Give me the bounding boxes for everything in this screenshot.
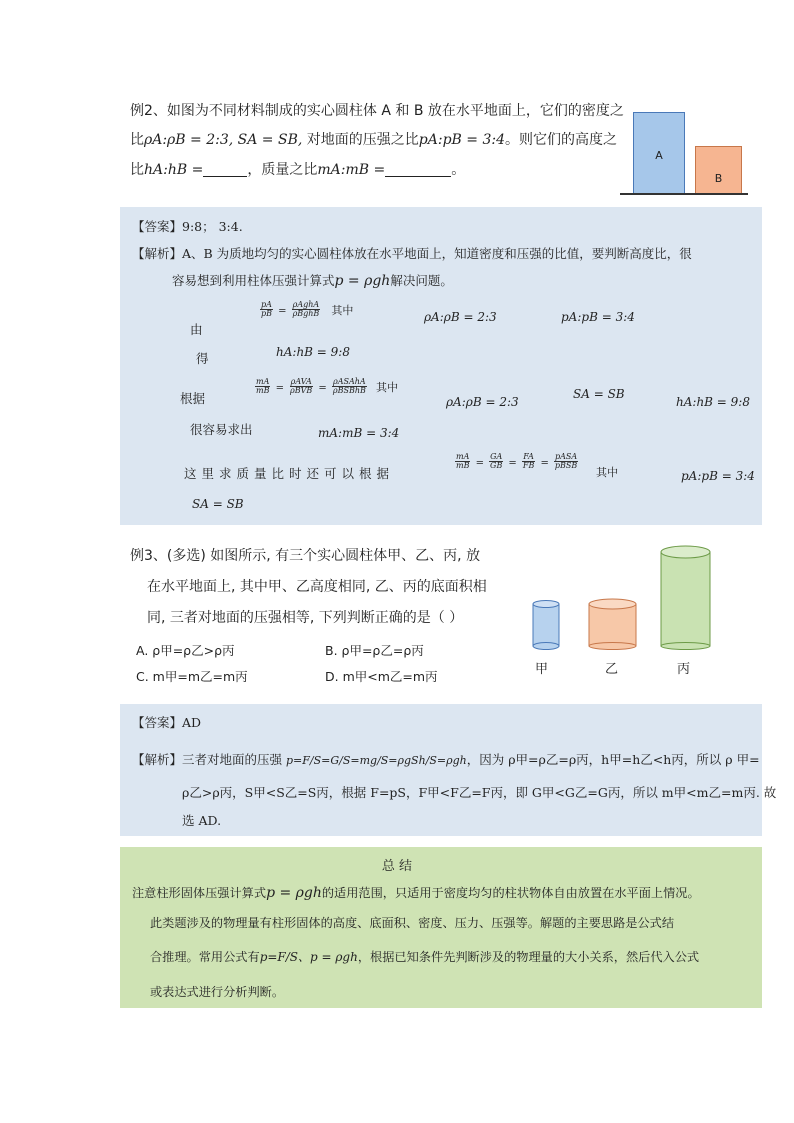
summary-formula-3: 、p = ρgh	[298, 950, 358, 964]
ex2-line3-b: ，质量之比	[247, 162, 318, 178]
eq3-c-den: FB	[522, 461, 535, 470]
eq2-m-result: mA:mB = 3:4	[318, 426, 400, 440]
eq3-d-den: pBSB	[554, 461, 578, 470]
ans1-analysis-1: 【解析】A、B 为质地均匀的实心圆柱体放在水平地面上，知道密度和压强的比值，要判断高度比，很	[132, 246, 692, 261]
eq2-rhs-den: ρBSBhB	[332, 386, 366, 395]
eq1-h-result: hA:hB = 9:8	[276, 345, 350, 359]
eq3-p-ratio: pA:pB = 3:4	[681, 469, 755, 483]
ans1-de: 得	[196, 351, 209, 366]
ans2-line1-pre: 【解析】三者对地面的压强	[132, 752, 283, 767]
ex2-line2	[130, 133, 617, 147]
eq2-qizhong: 其中	[375, 381, 398, 394]
eq2-h-ratio: hA:hB = 9:8	[676, 395, 750, 409]
summary-title: 总 结	[381, 859, 413, 874]
ans1-easy: 很容易求出	[190, 422, 253, 437]
ex2-rho-ratio: ρA:ρB = 2:3,	[144, 132, 234, 148]
ex2-line1: 例2、如图为不同材料制成的实心圆柱体 A 和 B 放在水平地面上，它们的密度之	[130, 103, 624, 119]
ex2-line3-a: 比	[130, 162, 144, 178]
option-a[interactable]: A. ρ甲=ρ乙>ρ丙	[136, 643, 235, 658]
ans1-you: 由	[190, 322, 203, 337]
ans2-answer: 【答案】AD	[132, 715, 202, 730]
cylinder-a-figure	[633, 112, 685, 194]
eq3-a-num: mA	[456, 451, 470, 461]
label-yi: 乙	[605, 662, 619, 677]
summary-line3-a: 合推理。常用公式有	[150, 950, 260, 964]
ans1-pressure-formula: p = ρgh	[334, 273, 391, 289]
m-ratio-blank[interactable]	[385, 176, 451, 177]
eq2-lhs-num: mA	[256, 376, 270, 386]
eq2-mid-num: ρAVA	[290, 376, 312, 386]
ex3-line2: 在水平地面上, 其中甲、乙高度相同, 乙、丙的底面积相	[147, 579, 487, 595]
ans2-line1	[132, 750, 760, 768]
ground-line	[620, 193, 748, 195]
eq1-fraction: $\frac{pA}{pB}$ = $\frac{\text{ρAghA}}{\text{ρBghB}}$ 其中	[261, 299, 354, 318]
cylinder-jia	[533, 601, 559, 650]
summary-line1	[132, 884, 700, 901]
ans2-line3: 选 AD.	[182, 813, 222, 828]
eq3-fraction: $\frac{mA}{mB}$ = $\frac{GA}{GB}$ = $\frac{FA}{FB}$ = $\frac{\text{pASA}}{\text{pBSB}}$	[456, 451, 578, 470]
ans1-answer: 【答案】9:8； 3:4.	[132, 219, 243, 234]
ex2-line3	[130, 163, 465, 177]
eq3-a-den: mB	[456, 461, 470, 470]
eq1-qizhong: 其中	[331, 304, 354, 317]
eq2-fraction: $\frac{mA}{mB}$ = $\frac{\text{ρAVA}}{\text{ρBVB}}$ = $\frac{\text{ρASAhA}}{\text{ρBSBhB}}$ 其中	[256, 376, 398, 395]
eq2-rho-ratio: ρA:ρB = 2:3	[446, 395, 519, 409]
ans1-analysis-2	[172, 271, 453, 289]
cylinders-figure	[525, 540, 725, 650]
summary-formula-2: p=F/S	[259, 950, 299, 964]
ex2-p-ratio: pA:pB = 3:4	[418, 132, 505, 148]
summary-line3-b: ，根据已知条件先判断涉及的物理量的大小关系，然后代入公式	[357, 950, 700, 964]
option-b[interactable]: B. ρ甲=ρ乙=ρ丙	[325, 643, 424, 658]
option-d[interactable]: D. m甲<m乙=m丙	[325, 669, 438, 684]
eq1-rhs-num: ρAghA	[292, 299, 320, 309]
eq3-qizhong: 其中	[596, 466, 618, 479]
option-c[interactable]: C. m甲=m乙=m丙	[136, 669, 248, 684]
eq2-rhs-num: ρASAhA	[333, 376, 366, 386]
ans1-analysis-2a: 容易想到利用柱体压强计算式	[172, 273, 335, 288]
h-ratio-blank[interactable]	[203, 176, 247, 177]
ex2-line3-c: 。	[451, 162, 466, 178]
ans2-formula: p=F/S=G/S=mg/S=ρgSh/S=ρgh	[286, 754, 467, 767]
summary-formula-1: p = ρgh	[266, 885, 322, 901]
eq2-s-eq: SA = SB	[573, 387, 625, 401]
ex2-line2-b: 对地面的压强之比	[302, 132, 419, 148]
ex2-s-eq: SA = SB,	[237, 132, 303, 148]
ans1-genju: 根据	[180, 391, 206, 406]
summary-line1-b: 的适用范围，只适用于密度均匀的柱状物体自由放置在水平面上情况。	[321, 886, 700, 900]
ex2-h-ratio: hA:hB =	[144, 162, 204, 178]
eq1-rho-ratio: ρA:ρB = 2:3	[424, 310, 497, 324]
cylinder-b-label: B	[714, 172, 723, 185]
ex2-line2-c: 。则它们的高度之	[504, 132, 617, 148]
cylinder-b-figure	[695, 146, 742, 194]
ans1-also: 这里求质量比时还可以根据	[184, 466, 395, 481]
summary-line2: 此类题涉及的物理量有柱形固体的高度、底面积、密度、压力、压强等。解题的主要思路是公式结	[150, 916, 675, 930]
cylinder-yi	[589, 599, 636, 650]
ex3-line3: 同, 三者对地面的压强相等, 下列判断正确的是（ ）	[147, 610, 464, 626]
ans2-line1-post: ，因为 ρ甲=ρ乙=ρ丙，h甲=h乙<h丙，所以 ρ 甲=	[466, 752, 760, 767]
eq3-b-den: GB	[490, 461, 503, 470]
label-jia: 甲	[535, 662, 549, 677]
eq1-rhs-den: ρBghB	[292, 309, 320, 318]
eq3-c-num: FA	[523, 451, 534, 461]
eq3-d-num: pASA	[555, 451, 578, 461]
ex2-line2-a: 比	[130, 132, 144, 148]
eq1-lhs-den: pB	[261, 309, 272, 318]
eq1-p-ratio: pA:pB = 3:4	[561, 310, 635, 324]
summary-line4: 或表达式进行分析判断。	[150, 985, 285, 999]
eq2-lhs-den: mB	[256, 386, 270, 395]
summary-line1-a: 注意柱形固体压强计算式	[132, 886, 267, 900]
cylinder-bing	[661, 546, 710, 650]
eq3-s-eq: SA = SB	[192, 497, 244, 511]
label-bing: 丙	[677, 662, 691, 677]
ex3-line1: 例3、(多选) 如图所示, 有三个实心圆柱体甲、乙、丙, 放	[130, 548, 481, 564]
eq1-lhs-num: pA	[261, 299, 272, 309]
summary-line3	[150, 948, 699, 965]
ans1-analysis-2b: 解决问题。	[390, 273, 453, 288]
eq2-mid-den: ρBVB	[290, 386, 313, 395]
ex2-m-ratio: mA:mB =	[317, 162, 386, 178]
cylinder-a-label: A	[655, 149, 663, 162]
eq3-b-num: GA	[490, 451, 503, 461]
ans2-line2: ρ乙>ρ丙，S甲<S乙=S丙，根据 F=pS，F甲<F乙=F丙，即 G甲<G乙=G丙，所以 m甲<m乙=m丙. 故	[182, 785, 777, 800]
